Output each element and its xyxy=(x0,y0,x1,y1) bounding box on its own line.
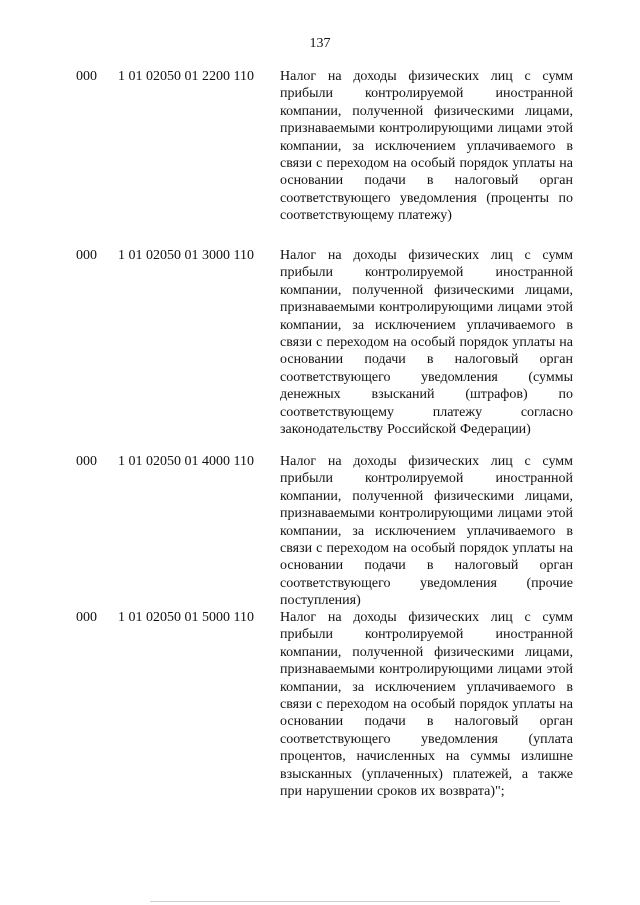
row-description: Налог на доходы физических лиц с сумм прибыли контролируемой иностранной компании, полученной физическими лицами, признаваемыми контролирующими лицами этой компании, за исключением уплачиваемого в связи с переходом на особый порядок уплаты на основании подачи в налоговый орган соответствующего уведомления (суммы денежных взысканий (штрафов) по соответствующему платежу согласно законодательству Российской Федерации) xyxy=(280,248,573,438)
admin-code: 000 xyxy=(76,69,97,84)
page-number: 137 xyxy=(309,36,331,51)
row-description: Налог на доходы физических лиц с сумм прибыли контролируемой иностранной компании, полученной физическими лицами, признаваемыми контролирующими лицами этой компании, за исключением уплачиваемого в связи с переходом на особый порядок уплаты на основании подачи в налоговый орган соответствующего уведомления (прочие поступления) xyxy=(280,454,573,609)
row-description: Налог на доходы физических лиц с сумм прибыли контролируемой иностранной компании, полученной физическими лицами, признаваемыми контролирующими лицами этой компании, за исключением уплачиваемого в связи с переходом на особый порядок уплаты на основании подачи в налоговый орган соответствующего уведомления (проценты по соответствующему платежу) xyxy=(280,69,573,224)
budget-classification-code: 1 01 02050 01 2200 110 xyxy=(118,69,254,84)
admin-code: 000 xyxy=(76,454,97,469)
row-description: Налог на доходы физических лиц с сумм прибыли контролируемой иностранной компании, полученной физическими лицами, признаваемыми контролирующими лицами этой компании, за исключением уплачиваемого в связи с переходом на особый порядок уплаты на основании подачи в налоговый орган соответствующего уведомления (уплата процентов, начисленных на суммы излишне взысканных (уплаченных) платежей, а также при нарушении сроков их возврата)"; xyxy=(280,610,573,800)
scan-edge-divider xyxy=(150,901,560,905)
admin-code: 000 xyxy=(76,248,97,263)
admin-code: 000 xyxy=(76,610,97,625)
budget-classification-code: 1 01 02050 01 4000 110 xyxy=(118,454,254,469)
budget-classification-code: 1 01 02050 01 5000 110 xyxy=(118,610,254,625)
budget-classification-code: 1 01 02050 01 3000 110 xyxy=(118,248,254,263)
